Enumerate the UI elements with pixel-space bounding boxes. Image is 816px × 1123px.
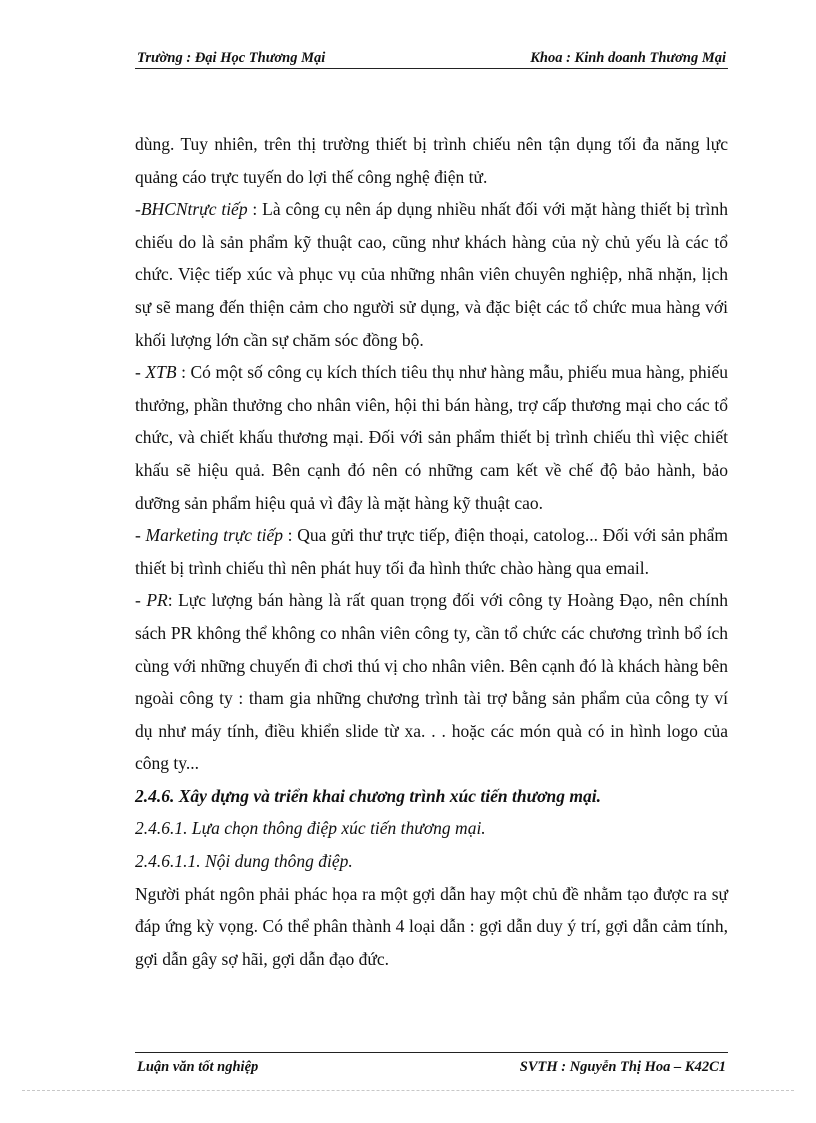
document-body — [135, 128, 728, 975]
paragraph-xtb: - XTB : Có một số công cụ kích thích tiêu thụ như hàng mẫu, phiếu mua hàng, phiếu thưởng, phần thưởng cho nhân viên, hội thi bán hàng, trợ cấp thương mại cho các tổ chức, và chiết khấu thương mại. Đối với sản phẩm thiết bị trình chiếu thì việc chiết khấu sẽ hiệu quả. Bên cạnh đó nên có những cam kết về chế độ bảo hành, bảo dưỡng sản phẩm hiệu quả vì đây là mặt hàng kỹ thuật cao. — [135, 362, 728, 513]
footer-title: Luận văn tốt nghiệp — [137, 1059, 259, 1075]
bhcn-label: BHCNtrực tiếp — [140, 199, 248, 220]
marketing-text: Qua gửi thư trực tiếp, điện thoại, catolog... Đối với sản phẩm thiết bị trình chiếu thì nên phát huy tối đa hình thức chào hàng qua email. — [135, 525, 729, 578]
paragraph-pr: - PR: Lực lượng bán hàng là rất quan trọng đối với công ty Hoàng Đạo, nên chính sách PR không thể không co nhân viên công ty, cần tổ chức các chương trình bổ ích cùng với những chuyến đi chơi thú vị cho nhân viên. Bên cạnh đó là khách hàng bên ngoài công ty : tham gia những chương trình tài trợ bằng sản phẩm của công ty ví dụ như máy tính, điều khiển slide từ xa. . . hoặc các món quà có in hình logo của công ty... — [135, 590, 729, 774]
section-heading: 2.4.6. Xây dựng và triển khai chương trình xúc tiến thương mại. — [135, 785, 601, 806]
marketing-label: Marketing trực tiếp — [145, 525, 283, 546]
paragraph-message: Người phát ngôn phải phác họa ra một gợi dẫn hay một chủ đề nhằm tạo được ra sự đáp ứng kỳ vọng. Có thể phân thành 4 loại dẫn : gợi dẫn duy ý trí, gợi dẫn cảm tính, gợi dẫn gây sợ hãi, gợi dẫn đạo đức. — [135, 883, 728, 969]
bhcn-text: Là công cụ nên áp dụng nhiều nhất đối với mặt hàng thiết bị trình chiếu do là sản phẩm kỹ thuật cao, cũng như khách hàng của nỳ chủ yếu là các tổ chức. Việc tiếp xúc và phục vụ của những nhân viên chuyên nghiệp, nhã nhặn, lịch sự sẽ mang đến thiện cảm cho người sử dụng, và đặc biệt các tổ chức mua hàng với khối lượng lớn cần sự chăm sóc đồng bộ. — [135, 199, 728, 350]
header-school: Trường : Đại Học Thương Mại — [137, 50, 326, 66]
paragraph-marketing: - Marketing trực tiếp : Qua gửi thư trực tiếp, điện thoại, catolog... Đối với sản phẩm thiết bị trình chiếu thì nên phát huy tối đa hình thức chào hàng qua email. — [135, 525, 729, 578]
pr-text: Lực lượng bán hàng là rất quan trọng đối với công ty Hoàng Đạo, nên chính sách PR không thể không co nhân viên công ty, cần tổ chức các chương trình bổ ích cùng với những chuyến đi chơi thú vị cho nhân viên. Bên cạnh đó là khách hàng bên ngoài công ty : tham gia những chương trình tài trợ bằng sản phẩm của công ty ví dụ như máy tính, điều khiển slide từ xa. . . hoặc các món quà có in hình logo của công ty... — [135, 590, 729, 774]
xtb-label: XTB — [145, 362, 177, 383]
page-header — [135, 48, 728, 69]
page-footer — [135, 1052, 728, 1079]
footer-author: SVTH : Nguyễn Thị Hoa – K42C1 — [519, 1059, 726, 1075]
subsubsection-heading: 2.4.6.1.1. Nội dung thông điệp. — [135, 851, 353, 872]
header-faculty: Khoa : Kinh doanh Thương Mại — [530, 50, 726, 66]
page-divider — [22, 1090, 794, 1091]
pr-label: PR — [146, 590, 168, 611]
xtb-text: Có một số công cụ kích thích tiêu thụ như hàng mẫu, phiếu mua hàng, phiếu thưởng, phần thưởng cho nhân viên, hội thi bán hàng, trợ cấp thương mại cho các tổ chức, và chiết khấu thương mại. Đối với sản phẩm thiết bị trình chiếu thì việc chiết khấu sẽ hiệu quả. Bên cạnh đó nên có những cam kết về chế độ bảo hành, bảo dưỡng sản phẩm hiệu quả vì đây là mặt hàng kỹ thuật cao. — [135, 362, 728, 513]
subsection-heading: 2.4.6.1. Lựa chọn thông điệp xúc tiến thương mại. — [135, 818, 486, 839]
paragraph-intro: dùng. Tuy nhiên, trên thị trường thiết bị trình chiếu nên tận dụng tối đa năng lực quảng cáo trực tuyến do lợi thế công nghệ điện tử. — [135, 134, 728, 187]
paragraph-bhcn: -BHCNtrực tiếp : Là công cụ nên áp dụng nhiều nhất đối với mặt hàng thiết bị trình chiếu do là sản phẩm kỹ thuật cao, cũng như khách hàng của nỳ chủ yếu là các tổ chức. Việc tiếp xúc và phục vụ của những nhân viên chuyên nghiệp, nhã nhặn, lịch sự sẽ mang đến thiện cảm cho người sử dụng, và đặc biệt các tổ chức mua hàng với khối lượng lớn cần sự chăm sóc đồng bộ. — [135, 199, 728, 350]
